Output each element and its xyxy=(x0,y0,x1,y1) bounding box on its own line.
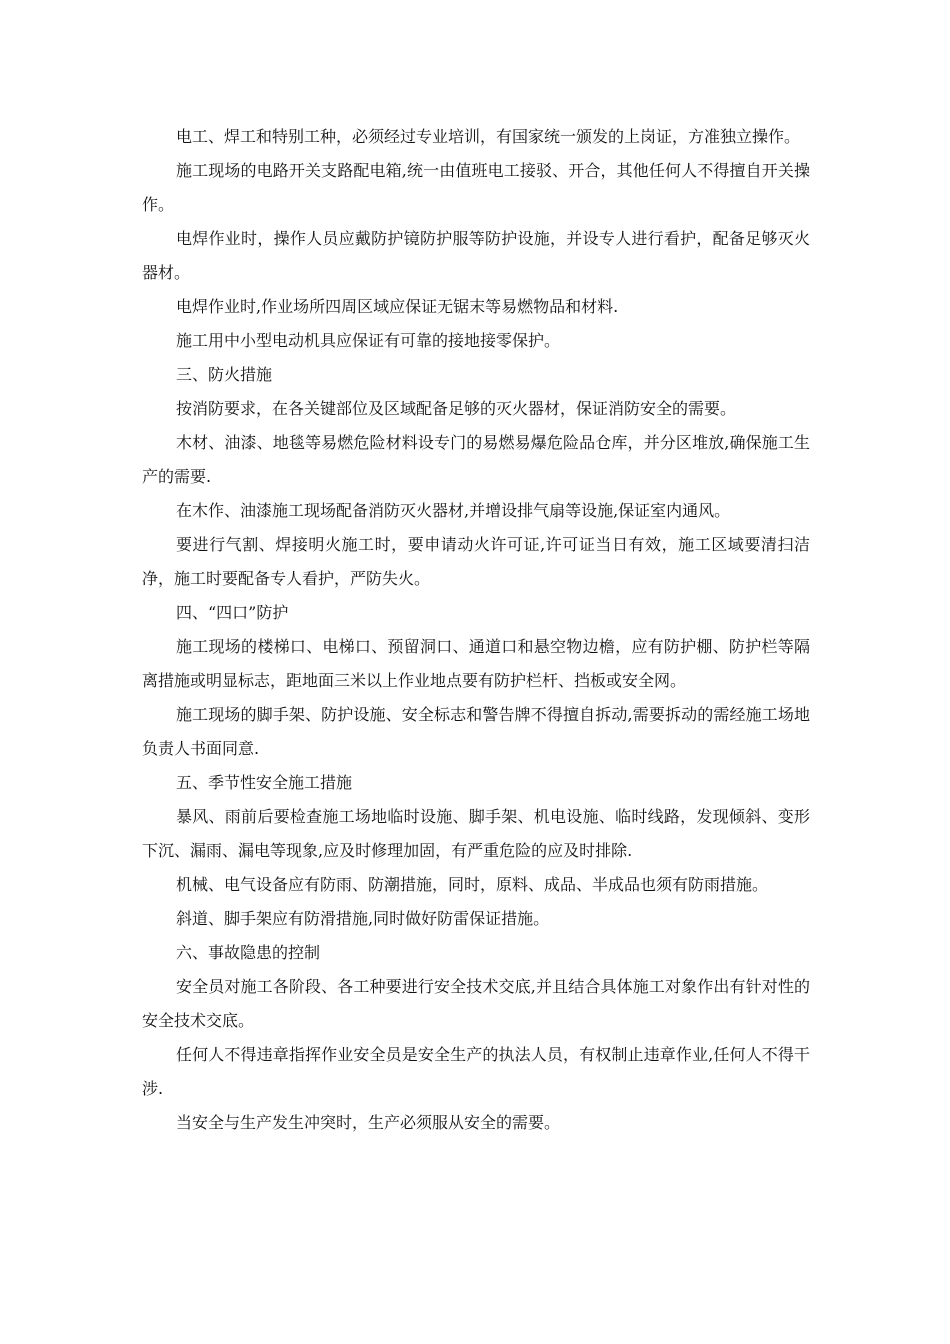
section-heading: 四、“四口”防护 xyxy=(176,603,289,622)
paragraph: 按消防要求，在各关键部位及区域配备足够的灭火器材，保证消防安全的需要。 xyxy=(176,399,737,418)
paragraph: 电焊作业时,作业场所四周区域应保证无锯末等易燃物品和材料. xyxy=(176,297,619,316)
paragraph: 当安全与生产发生冲突时，生产必须服从安全的需要。 xyxy=(176,1113,561,1132)
paragraph: 任何人不得违章指挥作业安全员是安全生产的执法人员，有权制止违章作业,任何人不得干涉. xyxy=(142,1045,810,1098)
paragraph: 电工、焊工和特别工种，必须经过专业培训，有国家统一颁发的上岗证，方准独立操作。 xyxy=(176,127,801,146)
section-heading: 三、防火措施 xyxy=(176,365,273,384)
paragraph: 施工现场的楼梯口、电梯口、预留洞口、通道口和悬空物边檐，应有防护棚、防护栏等隔离措施或明显标志，距地面三米以上作业地点要有防护栏杆、挡板或安全网。 xyxy=(142,637,810,690)
paragraph: 施工现场的电路开关支路配电箱,统一由值班电工接驳、开合，其他任何人不得擅自开关操作。 xyxy=(142,161,810,214)
section-heading: 六、事故隐患的控制 xyxy=(176,943,321,962)
paragraph: 木材、油漆、地毯等易燃危险材料设专门的易燃易爆危险品仓库，并分区堆放,确保施工生产的需要. xyxy=(142,433,810,486)
paragraph: 暴风、雨前后要检查施工场地临时设施、脚手架、机电设施、临时线路，发现倾斜、变形下沉、漏雨、漏电等现象,应及时修理加固，有严重危险的应及时排除. xyxy=(142,807,810,860)
paragraph: 要进行气割、焊接明火施工时，要申请动火许可证,许可证当日有效，施工区域要清扫洁净，施工时要配备专人看护，严防失火。 xyxy=(142,535,810,588)
paragraph: 在木作、油漆施工现场配备消防灭火器材,并增设排气扇等设施,保证室内通风。 xyxy=(176,501,731,520)
document-body xyxy=(142,120,810,1140)
paragraph: 电焊作业时，操作人员应戴防护镜防护服等防护设施，并设专人进行看护，配备足够灭火器材。 xyxy=(142,229,810,282)
paragraph: 施工用中小型电动机具应保证有可靠的接地接零保护。 xyxy=(176,331,561,350)
section-heading: 五、季节性安全施工措施 xyxy=(176,773,353,792)
paragraph: 安全员对施工各阶段、各工种要进行安全技术交底,并且结合具体施工对象作出有针对性的安全技术交底。 xyxy=(142,977,810,1030)
paragraph: 施工现场的脚手架、防护设施、安全标志和警告牌不得擅自拆动,需要拆动的需经施工场地负责人书面同意. xyxy=(142,705,810,758)
paragraph: 机械、电气设备应有防雨、防潮措施，同时，原料、成品、半成品也须有防雨措施。 xyxy=(176,875,769,894)
paragraph: 斜道、脚手架应有防滑措施,同时做好防雷保证措施。 xyxy=(176,909,550,928)
